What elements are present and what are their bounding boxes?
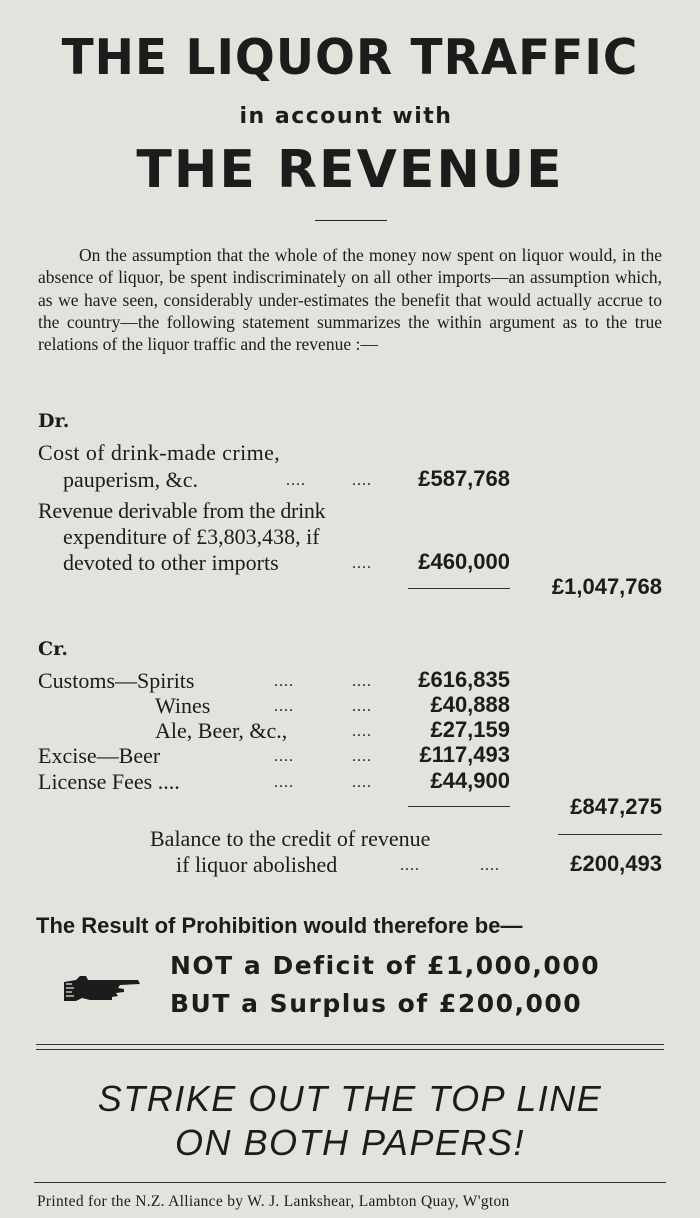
balance-label-2: if liquor abolished (176, 852, 338, 877)
title-line-2: in account with (239, 104, 453, 129)
credit-total: £847,275 (570, 794, 662, 819)
credit-heading: Cr. (38, 638, 69, 660)
credit-row-dots: .... (274, 673, 294, 690)
debit-heading: Dr. (38, 410, 70, 432)
credit-row-amount: £44,900 (430, 768, 510, 793)
credit-row-label: Wines (155, 693, 211, 718)
credit-sum-rule (408, 806, 510, 807)
debit-revenue-amount: £460,000 (418, 549, 510, 574)
credit-row-dots: .... (274, 748, 294, 765)
pointing-hand-icon (62, 968, 142, 1012)
credit-row-amount: £616,835 (418, 667, 510, 692)
slogan-line-1: STRIKE OUT THE TOP LINE (97, 1078, 603, 1119)
debit-revenue-label-1: Revenue derivable from the drink (38, 498, 326, 523)
debit-crime-amount: £587,768 (418, 466, 510, 491)
balance-label-1: Balance to the credit of revenue (150, 826, 431, 851)
credit-row-amount: £40,888 (430, 692, 510, 717)
debit-crime-label-1: Cost of drink-made crime, (38, 440, 281, 465)
balance-dots-2: .... (480, 857, 500, 874)
credit-row-dots: .... (352, 723, 372, 740)
balance-rule (558, 834, 662, 835)
credit-row-dots: .... (352, 698, 372, 715)
debit-revenue-label-2: expenditure of £3,803,438, if (63, 524, 320, 549)
result-line-2: BUT a Surplus of £200,000 (170, 989, 583, 1018)
printer-credit: Printed for the N.Z. Alliance by W. J. Lankshear, Lambton Quay, W'gton (37, 1193, 510, 1210)
footer-rule (34, 1182, 666, 1183)
slogan-line-2: ON BOTH PAPERS! (175, 1122, 525, 1163)
credit-row-dots: .... (352, 774, 372, 791)
debit-total: £1,047,768 (551, 574, 662, 599)
title-line-1: THE LIQUOR TRAFFIC (61, 28, 639, 87)
credit-row-amount: £27,159 (430, 717, 510, 742)
credit-row-amount: £117,493 (419, 742, 510, 767)
credit-row-dots: .... (274, 774, 294, 791)
title-line-3: THE REVENUE (136, 140, 564, 200)
balance-dots-1: .... (400, 857, 420, 874)
credit-row-dots: .... (352, 673, 372, 690)
credit-row-dots: .... (274, 698, 294, 715)
credit-row-label: Ale, Beer, &c., (155, 718, 288, 743)
debit-crime-dots-2: .... (352, 472, 372, 489)
credit-row-label: Excise—Beer (38, 743, 161, 768)
result-line-1: NOT a Deficit of £1,000,000 (170, 951, 601, 980)
balance-amount: £200,493 (570, 851, 662, 876)
intro-paragraph: On the assumption that the whole of the money now spent on liquor would, in the absence of liquor, be spent indiscriminately on all other imports—an assumption which, as we have seen, considerably under-estimates the benefit that would actually accrue to the country—the following statement summarizes the within argument as to the true relations of the liquor traffic and the revenue :— (38, 245, 662, 355)
debit-revenue-dots: .... (352, 555, 372, 572)
debit-crime-label-2: pauperism, &c. (63, 467, 199, 492)
debit-revenue-label-3: devoted to other imports (63, 550, 279, 575)
credit-row-label: Customs—Spirits (38, 668, 195, 693)
credit-row-label: License Fees .... (38, 769, 180, 794)
result-heading: The Result of Prohibition would therefore be— (36, 913, 523, 938)
debit-crime-dots-1: .... (286, 472, 306, 489)
title-divider (315, 220, 387, 221)
double-rule (36, 1044, 664, 1050)
debit-sum-rule (408, 588, 510, 589)
credit-row-dots: .... (352, 748, 372, 765)
